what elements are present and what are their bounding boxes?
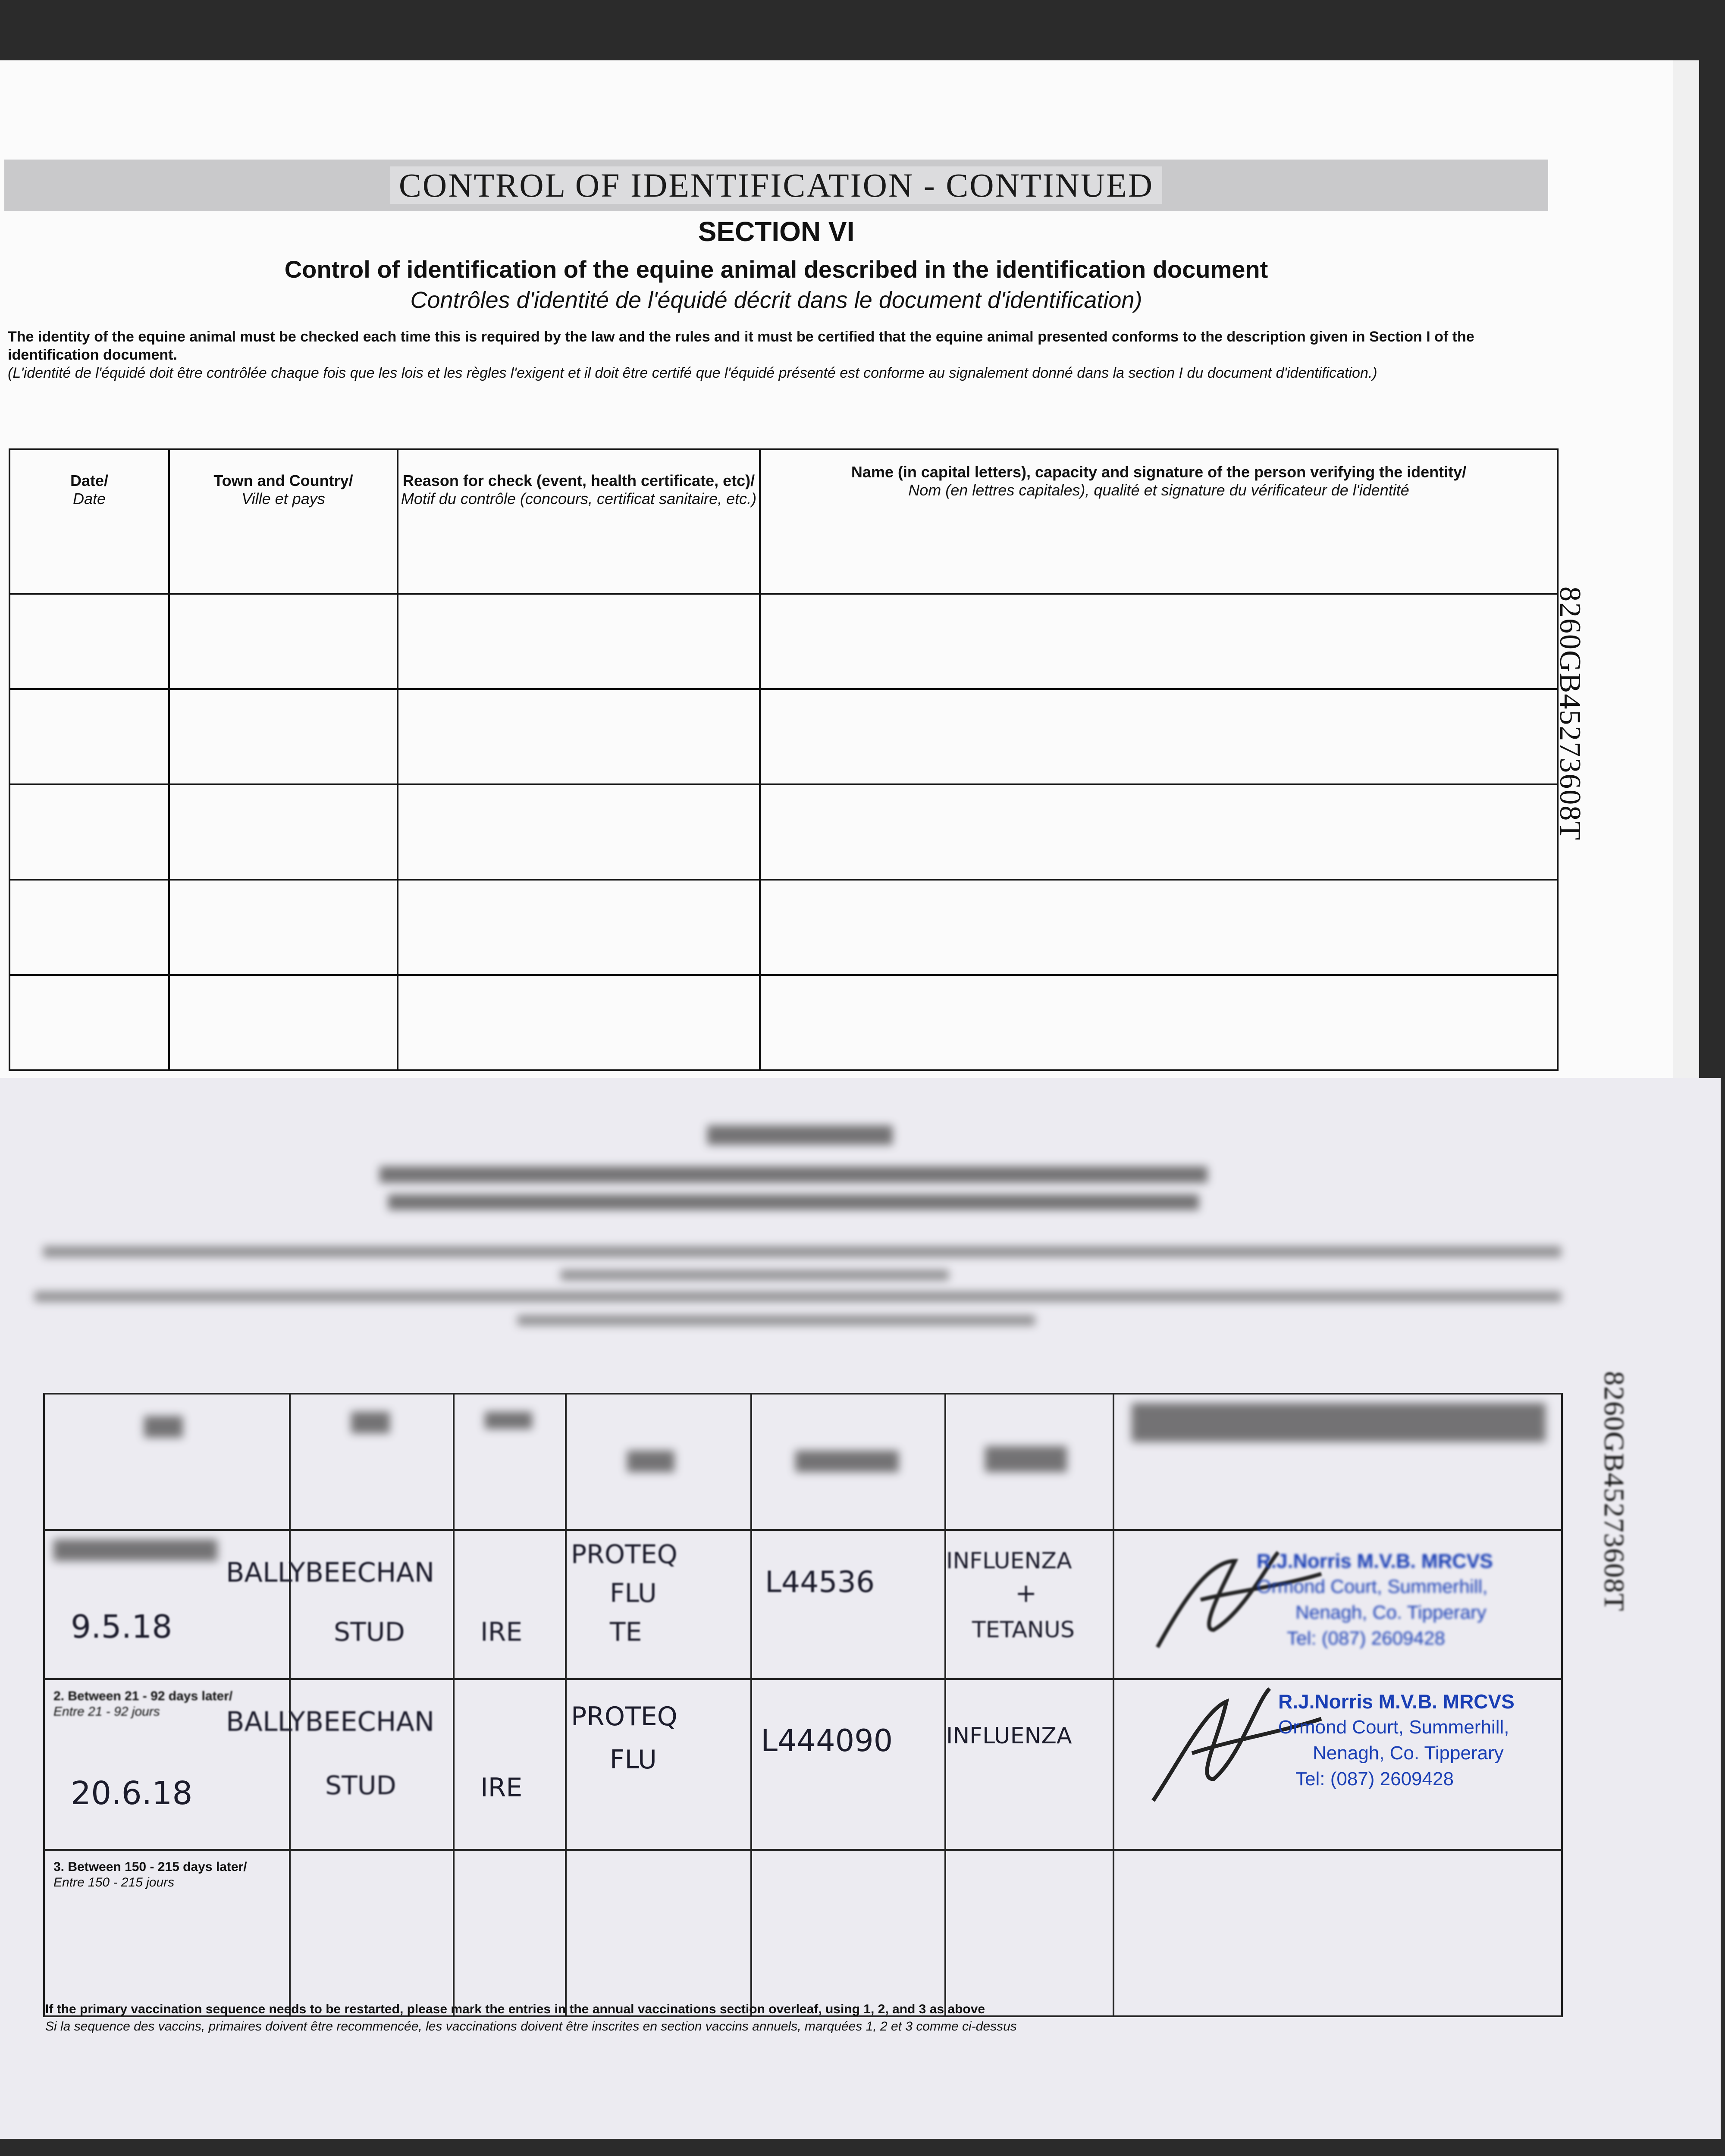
banner-text: CONTROL OF IDENTIFICATION - CONTINUED — [390, 166, 1162, 204]
section-heading: SECTION VI — [698, 216, 855, 247]
blurred-intro-line — [34, 1291, 1561, 1302]
disease-cell[interactable]: INFLUENZA + TETANUS — [945, 1530, 1113, 1679]
table-header-row — [9, 449, 1558, 594]
vaccine-cell[interactable]: PROTEQ FLU — [566, 1679, 751, 1850]
row-label: 2. Between 21 - 92 days later/ Entre 21 - 92 jours — [53, 1689, 233, 1719]
section-banner — [4, 160, 1548, 211]
blurred-header-cell — [44, 1394, 290, 1530]
vaccination-date-cell[interactable] — [44, 1530, 290, 1679]
blurred-title-line — [380, 1166, 1208, 1183]
date-cell[interactable] — [9, 784, 169, 880]
document-serial-number: 8260GB45273608T — [1598, 1371, 1630, 1612]
place-cell[interactable] — [290, 1850, 454, 2016]
table-row — [44, 1530, 1562, 1679]
batch-cell[interactable]: L44536 — [751, 1530, 945, 1679]
table-header-row — [44, 1394, 1562, 1530]
verifier-cell[interactable] — [760, 689, 1558, 784]
table-row — [44, 1850, 1562, 2016]
date-cell[interactable] — [9, 594, 169, 689]
date-cell[interactable] — [9, 975, 169, 1070]
table-row — [44, 1679, 1562, 1850]
verifier-cell[interactable] — [760, 975, 1558, 1070]
blurred-title-line — [388, 1194, 1199, 1210]
blurred-header-cell — [751, 1394, 945, 1530]
intro-text — [8, 328, 1534, 382]
veterinarian-stamp: R.J.Norris M.V.B. MRCVS Ormond Court, Summerhill, Nenagh, Co. Tipperary Tel: (087) 2609428 — [1278, 1690, 1515, 1789]
country-cell[interactable]: IRE — [454, 1530, 566, 1679]
reason-cell[interactable] — [398, 594, 760, 689]
vaccination-date: 9.5.18 — [71, 1608, 172, 1645]
blurred-header-cell — [290, 1394, 454, 1530]
town-cell[interactable] — [169, 975, 398, 1070]
vaccine-cell[interactable]: PROTEQ FLU TE — [566, 1530, 751, 1679]
blurred-intro-line — [518, 1315, 1035, 1326]
table-row — [9, 594, 1558, 689]
blurred-intro-line — [43, 1246, 1561, 1257]
page-subtitle: Contrôles d'identité de l'équidé décrit dans le document d'identification) — [410, 287, 1142, 313]
blurred-section-heading — [707, 1125, 893, 1145]
verifier-cell[interactable] — [760, 784, 1558, 880]
col-date: Date/ Date — [9, 449, 169, 594]
veterinarian-cell[interactable] — [1113, 1850, 1562, 2016]
primary-vaccination-table — [43, 1393, 1563, 2017]
reason-cell[interactable] — [398, 975, 760, 1070]
col-town-country: Town and Country/ Ville et pays — [169, 449, 398, 594]
country-cell[interactable] — [454, 1850, 566, 2016]
footnote-french: Si la sequence des vaccins, primaires doivent être recommencée, les vaccinations doivent être inscrites en section vaccins annuels, marquées 1, 2 et 3 comme ci-dessus — [45, 2019, 1017, 2034]
table-row — [9, 689, 1558, 784]
disease-cell[interactable]: INFLUENZA — [945, 1679, 1113, 1850]
veterinarian-cell[interactable] — [1113, 1530, 1562, 1679]
disease-cell[interactable] — [945, 1850, 1113, 2016]
veterinarian-cell[interactable] — [1113, 1679, 1562, 1850]
verifier-cell[interactable] — [760, 880, 1558, 975]
reason-cell[interactable] — [398, 689, 760, 784]
table-row — [9, 880, 1558, 975]
identity-check-table — [9, 448, 1559, 1071]
intro-french: (L'identité de l'équidé doit être contrôlée chaque fois que les lois et les règles l'exigent et il doit être certifé que l'équidé présenté est conforme au signalement donné dans la section I du document d'identification.) — [8, 365, 1377, 381]
vaccination-date-cell[interactable] — [44, 1850, 290, 2016]
town-cell[interactable] — [169, 689, 398, 784]
blurred-header-cell — [566, 1394, 751, 1530]
date-cell[interactable] — [9, 880, 169, 975]
vaccination-date: 20.6.18 — [71, 1775, 193, 1812]
row-label: 3. Between 150 - 215 days later/ Entre 150 - 215 jours — [53, 1860, 247, 1890]
reason-cell[interactable] — [398, 784, 760, 880]
blurred-header-cell — [454, 1394, 566, 1530]
page-title: Control of identification of the equine animal described in the identification document — [284, 256, 1268, 283]
town-cell[interactable] — [169, 880, 398, 975]
country-cell[interactable]: IRE — [454, 1679, 566, 1850]
blurred-header-cell — [945, 1394, 1113, 1530]
blurred-intro-line — [561, 1270, 949, 1280]
date-cell[interactable] — [9, 689, 169, 784]
intro-english: The identity of the equine animal must be checked each time this is required by the law and the rules and it must be certified that the equine animal presented conforms to the description given in Section I of the identification document. — [8, 329, 1474, 363]
batch-cell[interactable]: L444090 — [751, 1679, 945, 1850]
place-cell[interactable]: BALLYBEECHAN STUD — [290, 1530, 454, 1679]
place-cell[interactable]: BALLYBEECHAN STUD — [290, 1679, 454, 1850]
vaccine-cell[interactable] — [566, 1850, 751, 2016]
footnote-english: If the primary vaccination sequence needs to be restarted, please mark the entries in the annual vaccinations section overleaf, using 1, 2, and 3 as above — [45, 2002, 985, 2016]
veterinarian-stamp: R.J.Norris M.V.B. MRCVS Ormond Court, Summerhill, Nenagh, Co. Tipperary Tel: (087) 2609428 — [1257, 1550, 1493, 1649]
town-cell[interactable] — [169, 784, 398, 880]
vaccination-date-cell[interactable] — [44, 1679, 290, 1850]
table-row — [9, 784, 1558, 880]
reason-cell[interactable] — [398, 880, 760, 975]
footnote — [45, 2001, 1017, 2035]
batch-cell[interactable] — [751, 1850, 945, 2016]
town-cell[interactable] — [169, 594, 398, 689]
table-row — [9, 975, 1558, 1070]
verifier-cell[interactable] — [760, 594, 1558, 689]
col-verifier: Name (in capital letters), capacity and signature of the person verifying the identity/ Nom (en lettres capitales), qualité et signature du vérificateur de l'identité — [760, 449, 1558, 594]
col-reason: Reason for check (event, health certificate, etc)/ Motif du contrôle (concours, certificat sanitaire, etc.) — [398, 449, 760, 594]
document-serial-number: 8260GB45273608T — [1553, 586, 1587, 841]
blurred-header-cell — [1113, 1394, 1562, 1530]
